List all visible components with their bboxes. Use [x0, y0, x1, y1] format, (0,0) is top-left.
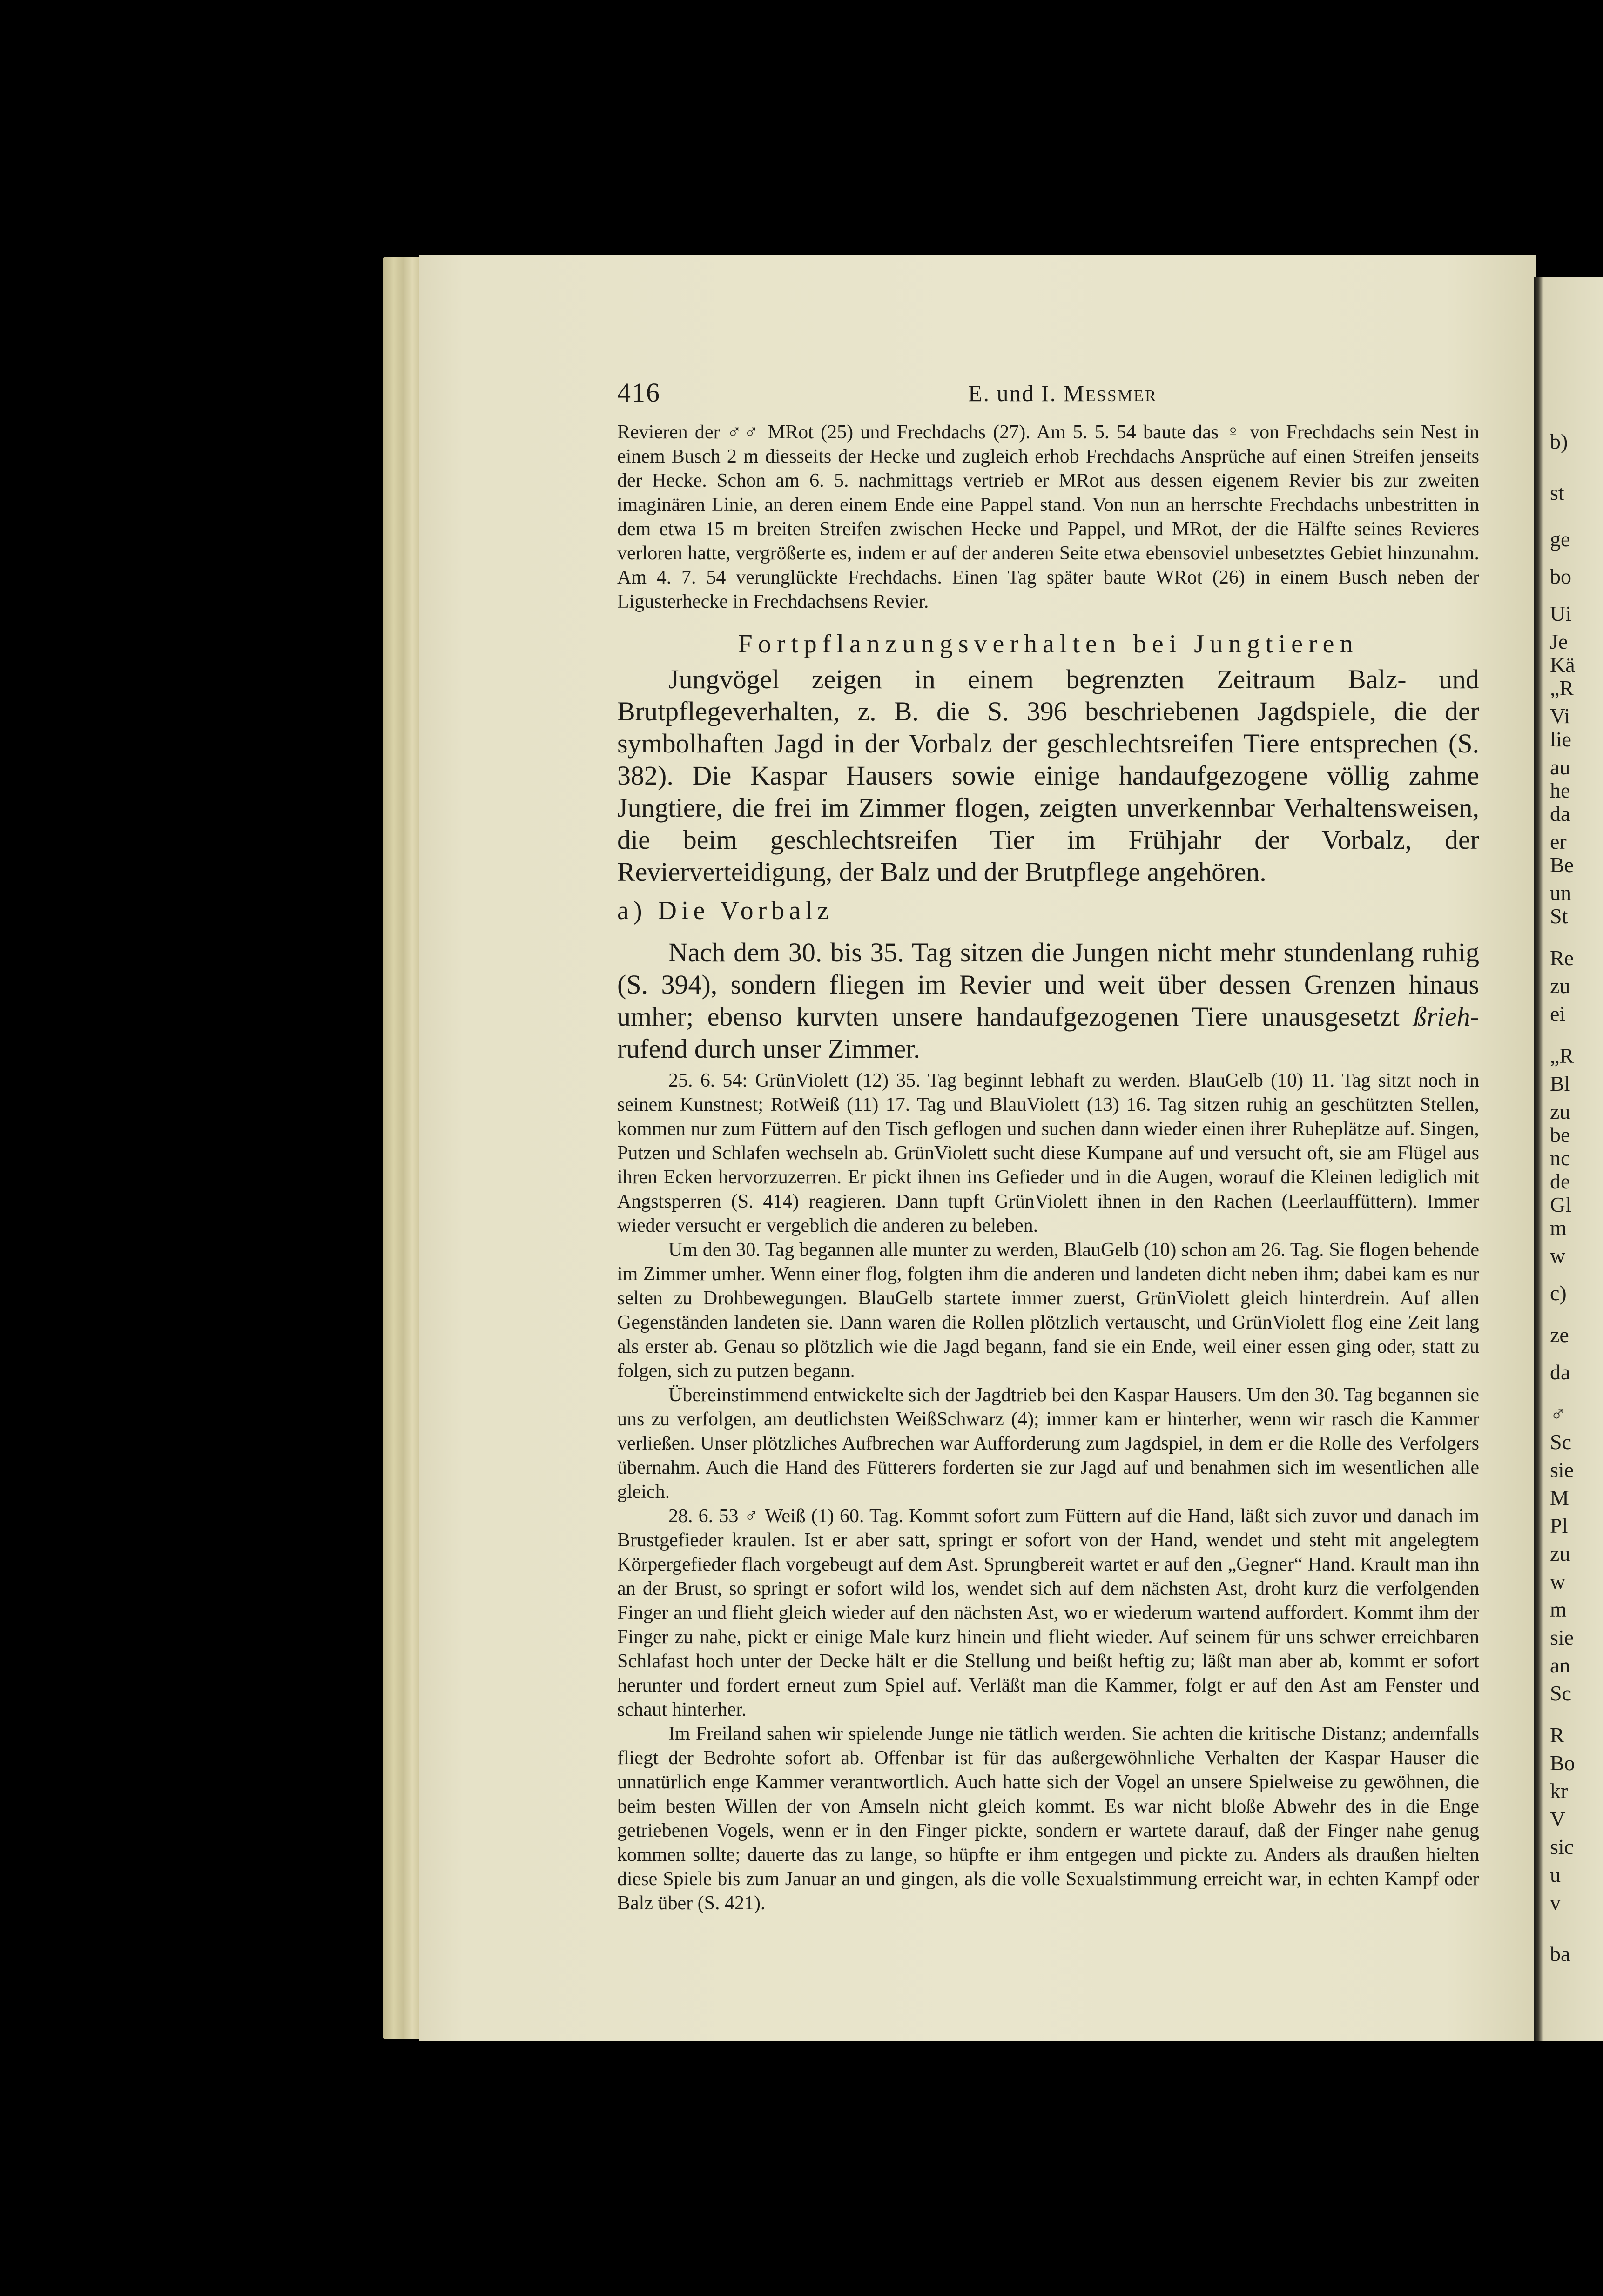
adjacent-page-text: m — [1550, 1216, 1567, 1240]
adjacent-page-text: ♂ — [1550, 1402, 1566, 1426]
adjacent-page-text: au — [1550, 755, 1570, 779]
paragraph-observation-4: 28. 6. 53 ♂ Weiß (1) 60. Tag. Kommt sofort zum Füttern auf die Hand, läßt sich zuvor und danach im Brustgefieder kraulen. Ist er aber satt, springt er sofort von der Hand, wendet und steht mit angelegtem Körpergefieder flach vorgebeugt auf dem Ast. Sprungbereit wartet er auf den „Gegner“ Hand. Krault man ihn an der Brust, so springt er sofort wild los, wendet sich auf dem nächsten Ast, droht kurz die verfolgenden Finger an und flieht gleich wieder auf den nächsten Ast, wo er wiederum wartend auffordert. Kommt ihm der Finger zu nahe, pickt er einige Male kurz hinein und flieht wieder. Auf seinem für uns schwer erreichbaren Schlafast hoch unter der Decke hält er die Stellung und beißt heftig zu; läßt man aber ab, kommt er sofort herunter und fordert erneut zum Spiel auf. Verläßt man die Kammer, folgt er auf den Ast am Fenster und schaut hinterher. — [617, 1505, 1479, 1720]
running-head-surname: Messmer — [1063, 380, 1158, 406]
adjacent-page-text: an — [1550, 1653, 1570, 1677]
paragraph-observation-1: 25. 6. 54: GrünViolett (12) 35. Tag beginnt lebhaft zu werden. BlauGelb (10) 11. Tag sitzt noch in seinem Kunstnest; RotWeiß (11) 17. Tag und BlauViolett (13) 16. Tag sitzen ruhig an geschützten Stellen, kommen nur zum Füttern auf den Tisch geflogen und suchen dann wieder einen ihrer Ruheplätze auf. Singen, Putzen und Schlafen wechseln ab. GrünViolett sucht diese Kumpane auf und versucht oft, sie am Flügel aus ihren Ecken hervorzuzerren. Er pickt ihnen ins Gefieder und in die Augen, worauf die Kleinen lediglich mit Angstsperren (S. 414) reagieren. Dann tupft GrünViolett ihnen in den Rachen (Leerlauffüttern). Immer wieder versucht er vergeblich die anderen zu beleben. — [617, 1070, 1479, 1236]
adjacent-page-text: b) — [1550, 430, 1568, 453]
adjacent-page-text: Re — [1550, 946, 1574, 970]
adjacent-page-text: da — [1550, 802, 1570, 826]
adjacent-page-text: u — [1550, 1863, 1561, 1886]
adjacent-page-text: M — [1550, 1486, 1569, 1510]
adjacent-page-text: zu — [1550, 1542, 1570, 1565]
book-page-edges — [383, 257, 420, 2039]
page-number: 416 — [617, 377, 660, 408]
adjacent-page-text: da — [1550, 1360, 1570, 1384]
adjacent-page-text: Gl — [1550, 1193, 1571, 1216]
page-body — [617, 420, 1479, 1915]
adjacent-page-fragment — [1534, 277, 1603, 2041]
paragraph-observation-2: Um den 30. Tag begannen alle munter zu werden, BlauGelb (10) schon am 26. Tag. Sie flogen behende im Zimmer umher. Wenn einer flog, folgten ihm die anderen und landeten dicht neben ihm; dabei kam es nur selten zu Drohbewegungen. BlauGelb startete immer zuerst, GrünViolett gleich hinterdrein. Auf allen Gegenständen landeten sie. Dann waren die Rollen plötzlich vertauscht, und GrünViolett flog eine Zeit lang als erster ab. Genau so plötzlich wie die Jagd begann, fand sie ein Ende, weil einer essen ging oder, statt zu folgen, sich zu putzen begann. — [617, 1239, 1479, 1382]
adjacent-page-text: bo — [1550, 564, 1571, 588]
adjacent-page-text: w — [1550, 1244, 1566, 1268]
adjacent-page-text: sie — [1550, 1625, 1574, 1649]
adjacent-page-text: Bo — [1550, 1751, 1575, 1775]
subsection-title: a) Die Vorbalz — [617, 896, 834, 925]
adjacent-page-text: ge — [1550, 527, 1570, 551]
adjacent-page-text: be — [1550, 1123, 1570, 1147]
paragraph-observation-3: Übereinstimmend entwickelte sich der Jagdtrieb bei den Kaspar Hausers. Um den 30. Tag begannen sie uns zu verfolgen, am deutlichsten WeißSchwarz (4); immer kam er hinterher, wenn wir rasch die Kammer verließen. Unser plötzliches Aufbrechen war Aufforderung zum Jagdspiel, in dem er die Rolle des Verfolgers übernahm. Auch die Hand des Fütterers forderten sie zur Jagd auf und benahmen sich im wesentlichen alle gleich. — [617, 1384, 1479, 1503]
adjacent-page-text: Kä — [1550, 653, 1575, 677]
page-header — [419, 377, 1536, 410]
adjacent-page-text: Sc — [1550, 1430, 1571, 1454]
adjacent-page-text: Vi — [1550, 704, 1570, 728]
paragraph-intro: Revieren der ♂♂ MRot (25) und Frechdachs (27). Am 5. 5. 54 baute das ♀ von Frechdachs sein Nest in einem Busch 2 m diesseits der Hecke und zugleich erhob Frechdachs Ansprüche auf einen Streifen jenseits der Hecke. Schon am 6. 5. nachmittags vertrieb er MRot aus dessen eigenem Revier bis zur zweiten imaginären Linie, an deren einem Ende eine Pappel stand. Von nun an herrschte Frechdachs unbestritten in dem etwa 15 m breiten Streifen zwischen Hecke und Pappel, und MRot, der die Hälfte seines Revieres verloren hatte, vergrößerte es, indem er auf der anderen Seite etwa ebensoviel unbesetztes Gebiet hinzunahm. Am 4. 7. 54 verunglückte Frechdachs. Einen Tag später baute WRot (26) in einem Busch neben der Ligusterhecke in Frechdachsens Revier. — [617, 422, 1479, 612]
adjacent-page-text: „R — [1550, 676, 1574, 700]
adjacent-page-text: sic — [1550, 1835, 1574, 1859]
adjacent-page-text: un — [1550, 881, 1571, 905]
paragraph-observation-5: Im Freiland sahen wir spielende Junge nie tätlich werden. Sie achten die kritische Distanz; andernfalls fliegt der Bedrohte sofort ab. Offenbar ist für das außergewöhnliche Verhalten der Kaspar Hauser die unnatürlich enge Kammer verantwortlich. Auch hatte sich der Vogel an unsere Spielweise zu gewöhnen, die beim besten Willen der von Amseln nicht gleich kommt. Es war nicht bloße Abwehr des in die Enge getriebenen Vogels, wenn er in den Finger pickte, sondern er wartete darauf, daß der Finger nahe genug kommen sollte; dauerte das zu lange, so hüpfte er ihm entgegen und pickte zu. Anders als draußen hielten diese Spiele bis zum Januar an und gingen, als die volle Sexualstimmung erreicht war, in echten Kampf oder Balz über (S. 421). — [617, 1723, 1479, 1914]
adjacent-page-text: Ui — [1550, 602, 1571, 625]
running-head-authors: E. und I. — [968, 380, 1064, 406]
adjacent-page-text: V — [1550, 1807, 1566, 1831]
adjacent-page-text: kr — [1550, 1779, 1568, 1803]
adjacent-page-text: c) — [1550, 1281, 1567, 1305]
running-head — [968, 380, 1157, 407]
adjacent-page-text: ze — [1550, 1323, 1569, 1347]
vorbalz-text-after: -rufend durch unser Zimmer. — [617, 1001, 1479, 1064]
adjacent-page-text: St — [1550, 904, 1568, 928]
adjacent-page-text: Pl — [1550, 1514, 1568, 1537]
adjacent-page-text: Sc — [1550, 1681, 1571, 1705]
paragraph-section: Jungvögel zeigen in einem begrenzten Zeitraum Balz- und Brutpflegeverhalten, z. B. die S. 396 beschriebenen Jagdspiele, die der symbolhaften Jagd in der Vorbalz der geschlechtsreifen Tiere entsprechen (S. 382). Die Kaspar Hausers sowie einige handaufgezogene völlig zahme Jungtiere, die frei im Zimmer flogen, zeigten unverkennbar Verhaltensweisen, die beim geschlechtsreifen Tier im Frühjahr der Vorbalz, der Revierverteidigung, der Balz und der Brutpflege angehören. — [617, 664, 1479, 887]
adjacent-page-text: m — [1550, 1598, 1567, 1621]
book-page — [419, 255, 1536, 2041]
adjacent-page-text: er — [1550, 830, 1567, 853]
adjacent-page-text: lie — [1550, 727, 1571, 751]
adjacent-page-text: nc — [1550, 1146, 1570, 1170]
adjacent-page-text: R — [1550, 1723, 1564, 1747]
adjacent-page-text: „R — [1550, 1044, 1574, 1067]
adjacent-page-text: sie — [1550, 1458, 1574, 1482]
adjacent-page-text: he — [1550, 779, 1570, 802]
adjacent-page-text: Je — [1550, 630, 1568, 653]
adjacent-page-text: v — [1550, 1891, 1561, 1914]
adjacent-page-text: Be — [1550, 853, 1574, 877]
adjacent-page-text: Bl — [1550, 1072, 1570, 1095]
vorbalz-call-italic: ßrieh — [1413, 1001, 1470, 1032]
adjacent-page-text: ba — [1550, 1942, 1570, 1966]
adjacent-page-text: zu — [1550, 1100, 1570, 1123]
adjacent-page-text: zu — [1550, 974, 1570, 998]
adjacent-page-text: w — [1550, 1570, 1566, 1593]
adjacent-page-text: st — [1550, 481, 1564, 504]
adjacent-page-text: de — [1550, 1169, 1570, 1193]
vorbalz-text-before: Nach dem 30. bis 35. Tag sitzen die Jungen nicht mehr stundenlang ruhig (S. 394), sondern fliegen im Revier und weit über dessen Grenzen hinaus umher; ebenso kurvten unsere handaufgezogenen Tiere unausgesetzt — [617, 937, 1479, 1032]
section-title: Fortpflanzungsverhalten bei Jungtieren — [738, 630, 1359, 658]
paragraph-vorbalz — [617, 936, 1479, 1065]
adjacent-page-text: ei — [1550, 1002, 1566, 1026]
